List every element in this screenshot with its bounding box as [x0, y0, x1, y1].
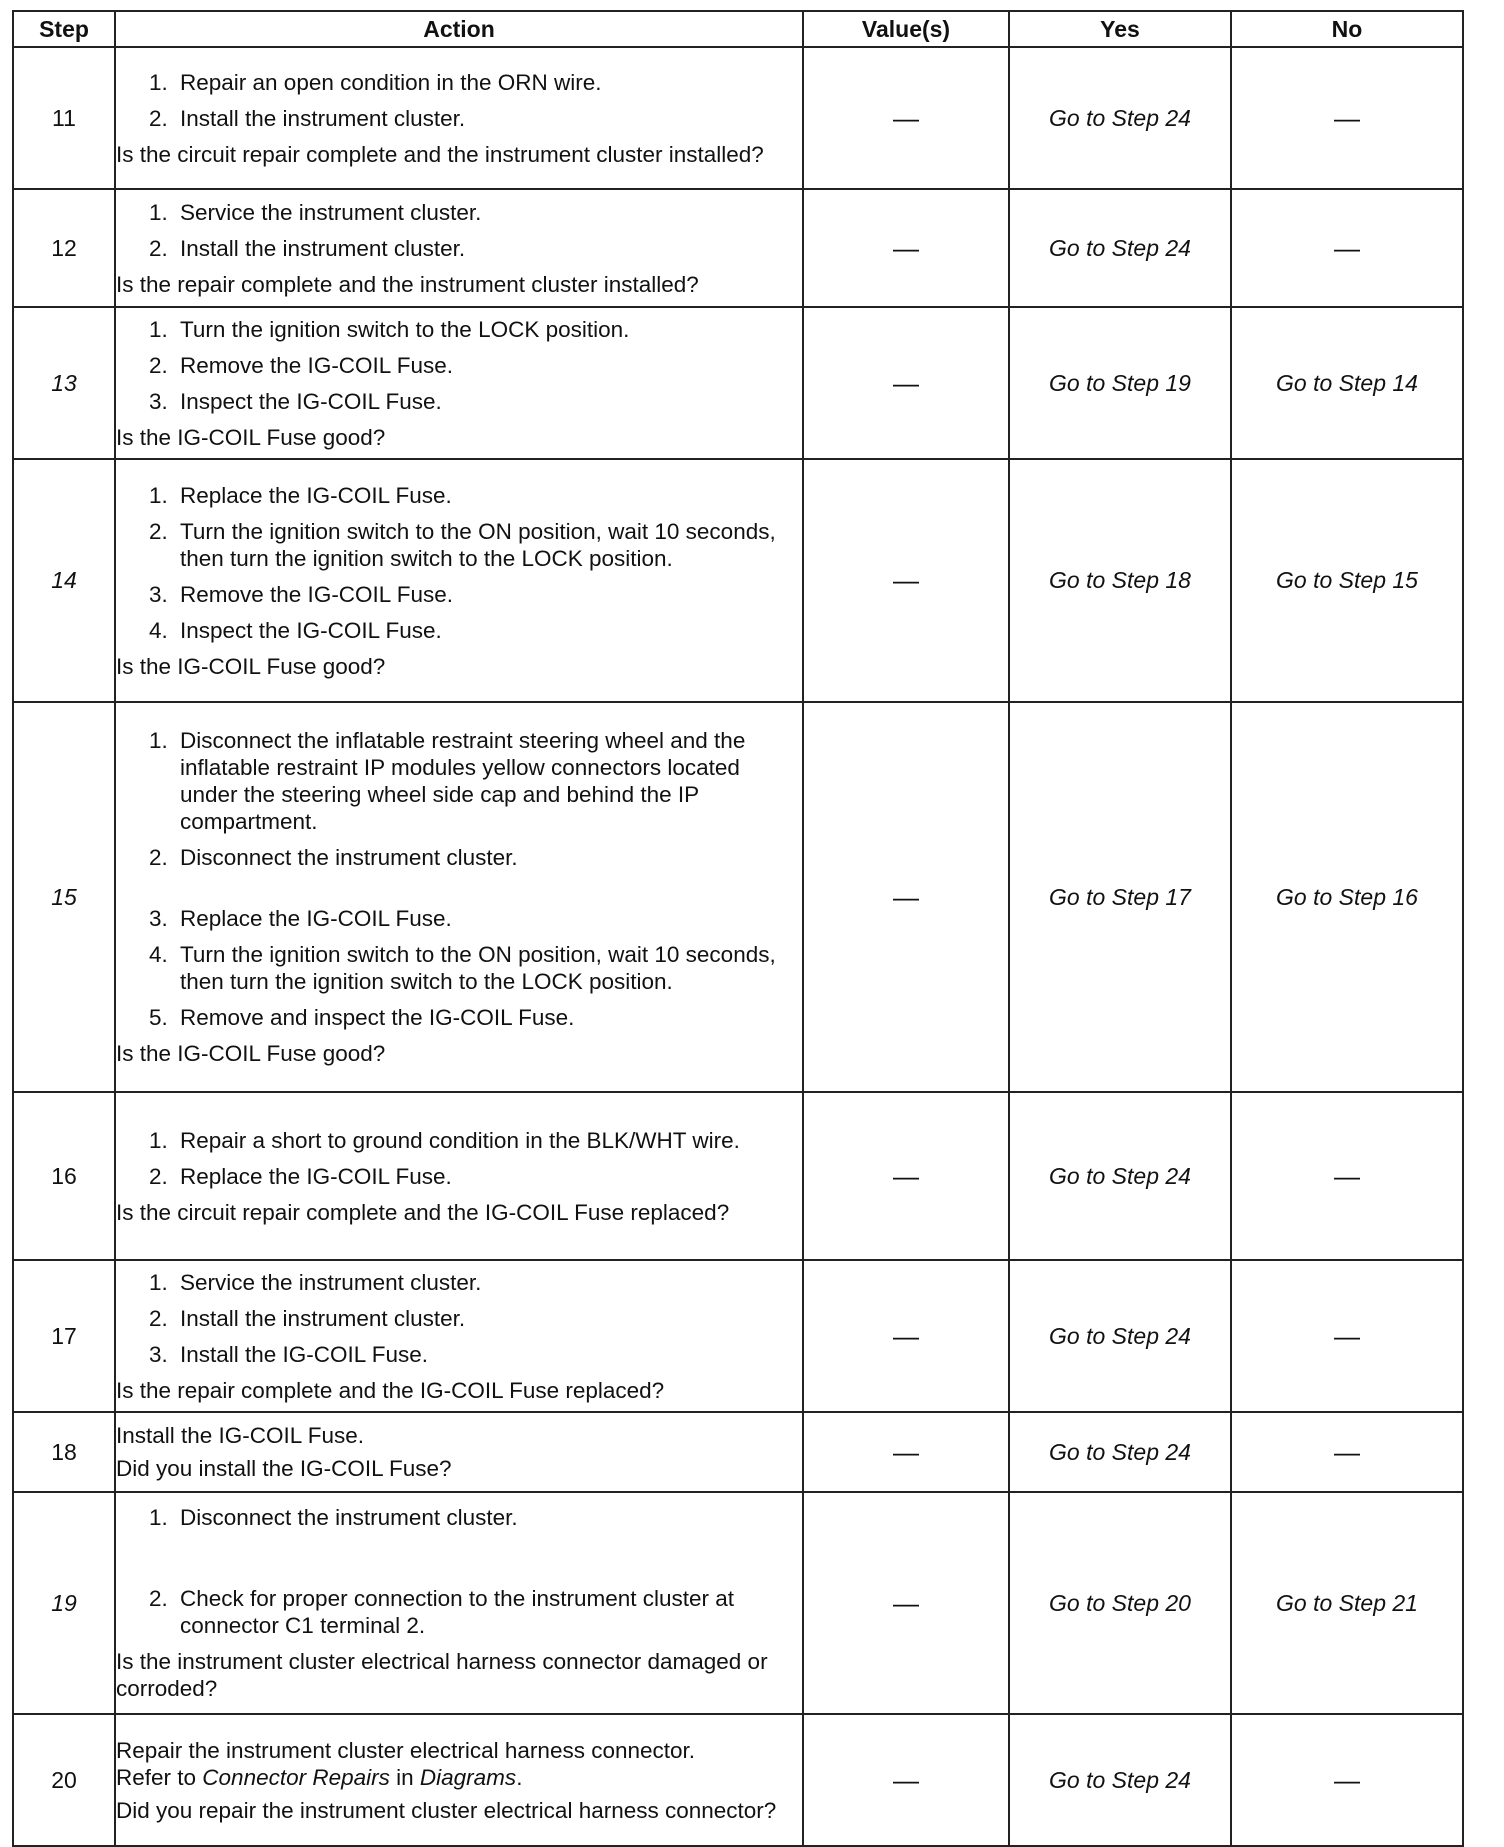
header-yes: Yes [1009, 11, 1231, 47]
action-item: 1. Disconnect the inflatable restraint steering wheel and the inflatable restraint IP modules yellow connectors located under the steering wheel side cap and behind the IP compartment. [174, 727, 802, 835]
step-number: 11 [13, 47, 115, 189]
step-number: 18 [13, 1412, 115, 1492]
action-item: 3. Remove the IG-COIL Fuse. [174, 581, 802, 608]
no-cell: — [1231, 47, 1463, 189]
value-cell: — [803, 1492, 1009, 1714]
yes-cell: Go to Step 20 [1009, 1492, 1231, 1714]
step-number: 14 [13, 459, 115, 702]
no-cell: — [1231, 1260, 1463, 1412]
table-row [13, 47, 1463, 189]
value-cell: — [803, 702, 1009, 1092]
header-values: Value(s) [803, 11, 1009, 47]
action-question: Did you install the IG-COIL Fuse? [116, 1456, 452, 1481]
action-list [116, 727, 802, 1031]
header-step: Step [13, 11, 115, 47]
table-row [13, 1412, 1463, 1492]
action-item: 1. Repair a short to ground condition in the BLK/WHT wire. [174, 1127, 802, 1154]
reference-mid: in [389, 1764, 420, 1790]
table-row [13, 307, 1463, 459]
action-cell [115, 47, 803, 189]
action-item: 1. Disconnect the instrument cluster. [174, 1504, 802, 1531]
action-cell [115, 1412, 803, 1492]
action-item: 2. Turn the ignition switch to the ON position, wait 10 seconds, then turn the ignition switch to the LOCK position. [174, 518, 802, 572]
action-item: 1. Replace the IG-COIL Fuse. [174, 482, 802, 509]
yes-cell: Go to Step 18 [1009, 459, 1231, 702]
no-cell: Go to Step 15 [1231, 459, 1463, 702]
action-cell [115, 1092, 803, 1260]
yes-cell: Go to Step 24 [1009, 1714, 1231, 1846]
no-cell: Go to Step 14 [1231, 307, 1463, 459]
table-row [13, 1092, 1463, 1260]
value-cell: — [803, 307, 1009, 459]
action-item: 3. Install the IG-COIL Fuse. [174, 1341, 802, 1368]
no-cell: — [1231, 1412, 1463, 1492]
step-number: 20 [13, 1714, 115, 1846]
no-cell: — [1231, 189, 1463, 307]
yes-cell: Go to Step 24 [1009, 47, 1231, 189]
action-item: 4. Turn the ignition switch to the ON position, wait 10 seconds, then turn the ignition switch to the LOCK position. [174, 941, 802, 995]
action-question: Is the repair complete and the IG-COIL Fuse replaced? [116, 1377, 665, 1403]
action-list [116, 482, 802, 644]
action-question: Is the instrument cluster electrical harness connector damaged or corroded? [116, 1649, 768, 1701]
action-item: 2. Remove the IG-COIL Fuse. [174, 352, 802, 379]
action-list [116, 316, 802, 415]
action-item: 5. Remove and inspect the IG-COIL Fuse. [174, 1004, 802, 1031]
step-number: 15 [13, 702, 115, 1092]
action-cell [115, 1260, 803, 1412]
yes-cell: Go to Step 24 [1009, 1092, 1231, 1260]
action-item: 2. Check for proper connection to the instrument cluster at connector C1 terminal 2. [174, 1585, 802, 1639]
reference-end: . [516, 1764, 523, 1790]
action-list [116, 199, 802, 262]
table-row [13, 1714, 1463, 1846]
no-cell: Go to Step 21 [1231, 1492, 1463, 1714]
yes-cell: Go to Step 24 [1009, 1260, 1231, 1412]
action-question: Is the circuit repair complete and the instrument cluster installed? [116, 141, 764, 167]
action-reference-line [116, 1764, 802, 1791]
action-list [116, 1269, 802, 1368]
action-question: Is the repair complete and the instrument cluster installed? [116, 271, 699, 297]
value-cell: — [803, 459, 1009, 702]
yes-cell: Go to Step 17 [1009, 702, 1231, 1092]
action-list [116, 1127, 802, 1190]
value-cell: — [803, 1714, 1009, 1846]
action-item: 3. Inspect the IG-COIL Fuse. [174, 388, 802, 415]
value-cell: — [803, 1092, 1009, 1260]
action-question: Did you repair the instrument cluster electrical harness connector? [116, 1797, 777, 1823]
diagnostic-table [12, 10, 1464, 1847]
action-item: 1. Turn the ignition switch to the LOCK position. [174, 316, 802, 343]
no-cell: Go to Step 16 [1231, 702, 1463, 1092]
action-question: Is the IG-COIL Fuse good? [116, 424, 386, 450]
action-cell [115, 307, 803, 459]
action-list [116, 1504, 802, 1639]
table-row [13, 1492, 1463, 1714]
action-item: 1. Service the instrument cluster. [174, 1269, 802, 1296]
reference-prefix: Refer to [116, 1764, 203, 1790]
no-cell: — [1231, 1714, 1463, 1846]
action-list [116, 69, 802, 132]
action-item: 2. Disconnect the instrument cluster. [174, 844, 802, 871]
action-item: 2. Replace the IG-COIL Fuse. [174, 1163, 802, 1190]
action-item: 2. Install the instrument cluster. [174, 1305, 802, 1332]
table-row [13, 1260, 1463, 1412]
action-question: Is the IG-COIL Fuse good? [116, 653, 386, 679]
table-row [13, 189, 1463, 307]
action-item: 2. Install the instrument cluster. [174, 105, 802, 132]
step-number: 12 [13, 189, 115, 307]
table-row [13, 459, 1463, 702]
reference-link-diagrams[interactable]: Diagrams [419, 1764, 517, 1790]
value-cell: — [803, 1412, 1009, 1492]
step-number: 19 [13, 1492, 115, 1714]
step-number: 17 [13, 1260, 115, 1412]
yes-cell: Go to Step 24 [1009, 1412, 1231, 1492]
header-no: No [1231, 11, 1463, 47]
table-row [13, 702, 1463, 1092]
action-item: 1. Service the instrument cluster. [174, 199, 802, 226]
value-cell: — [803, 189, 1009, 307]
step-number: 16 [13, 1092, 115, 1260]
yes-cell: Go to Step 19 [1009, 307, 1231, 459]
yes-cell: Go to Step 24 [1009, 189, 1231, 307]
action-cell [115, 702, 803, 1092]
action-item: 1. Repair an open condition in the ORN wire. [174, 69, 802, 96]
no-cell: — [1231, 1092, 1463, 1260]
header-action: Action [115, 11, 803, 47]
reference-link-connector-repairs[interactable]: Connector Repairs [202, 1764, 390, 1790]
value-cell: — [803, 1260, 1009, 1412]
action-item: 4. Inspect the IG-COIL Fuse. [174, 617, 802, 644]
header-row [13, 11, 1463, 47]
action-question: Is the IG-COIL Fuse good? [116, 1041, 386, 1066]
action-question: Is the circuit repair complete and the IG-COIL Fuse replaced? [116, 1199, 730, 1225]
step-number: 13 [13, 307, 115, 459]
action-cell [115, 189, 803, 307]
action-item: 3. Replace the IG-COIL Fuse. [174, 905, 802, 932]
action-line: Install the IG-COIL Fuse. [116, 1423, 365, 1448]
value-cell: — [803, 47, 1009, 189]
action-line: Repair the instrument cluster electrical harness connector. [116, 1737, 696, 1763]
action-cell [115, 1714, 803, 1846]
action-cell [115, 1492, 803, 1714]
action-item: 2. Install the instrument cluster. [174, 235, 802, 262]
action-cell [115, 459, 803, 702]
